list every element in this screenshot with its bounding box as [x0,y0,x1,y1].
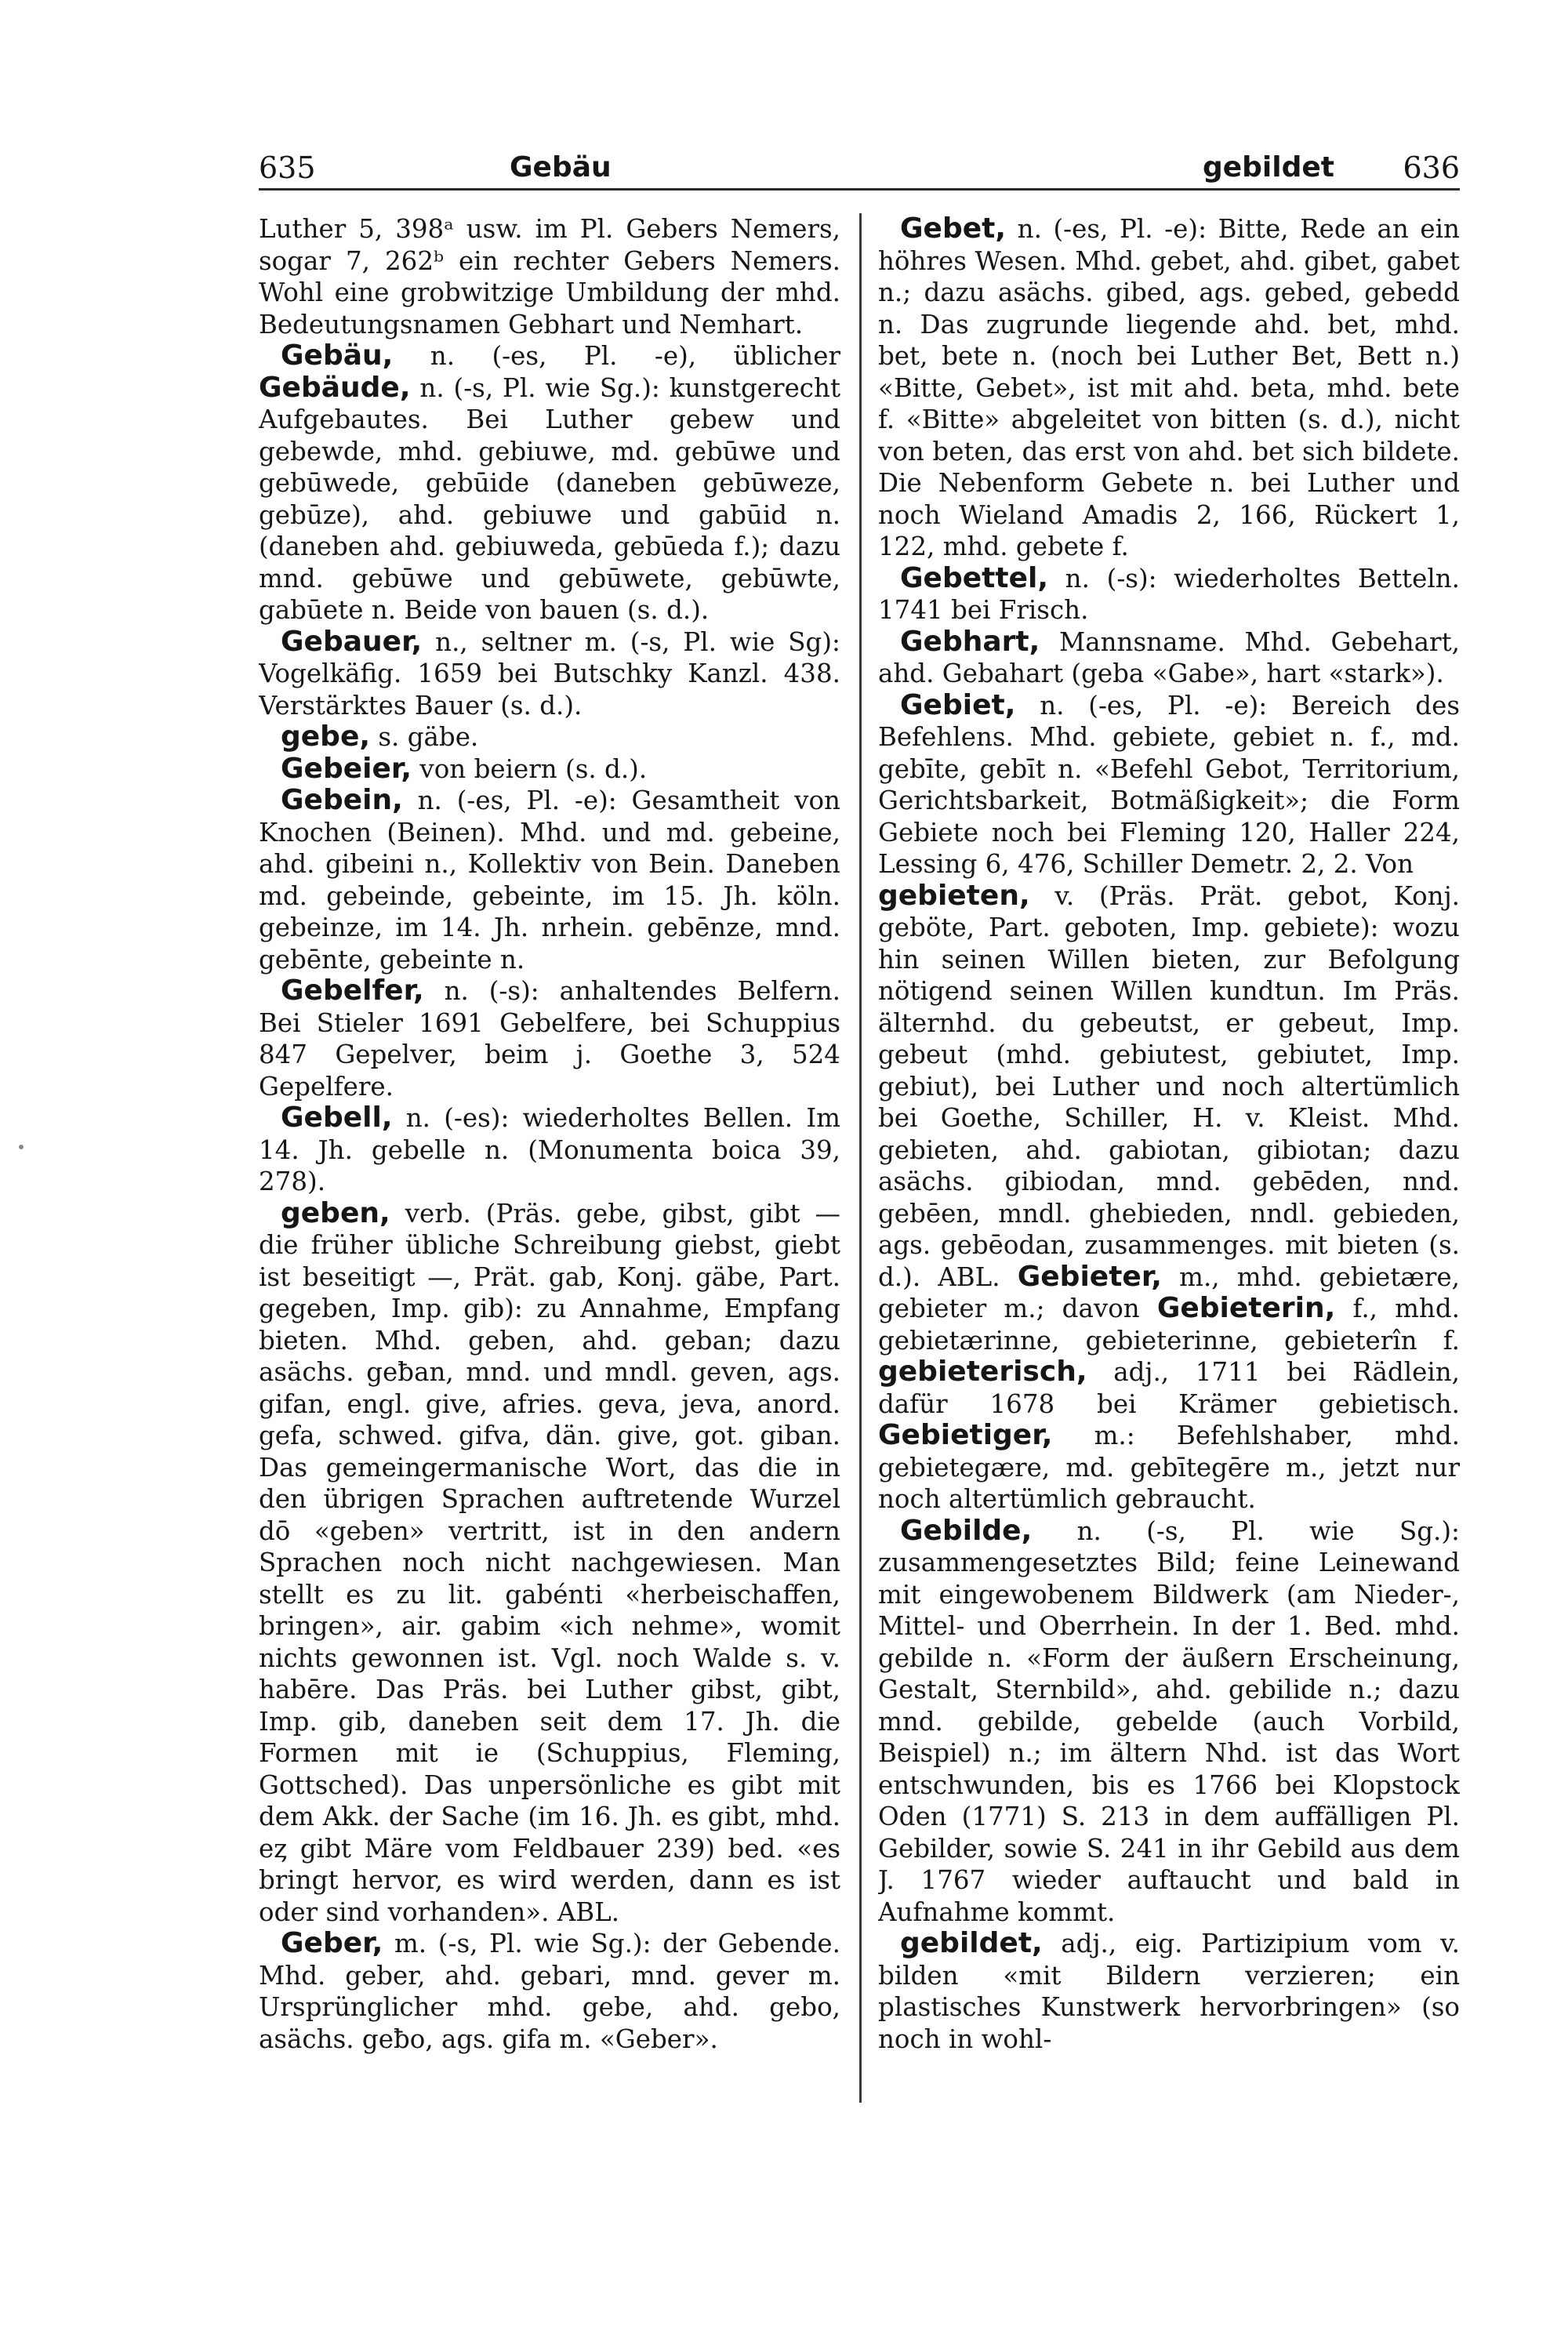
entry-text: m., mhd. gebietære, gebieter m.; davon [878,1261,1460,1323]
headword: Gebell, [281,1102,393,1134]
entry-text: verb. (Präs. gebe, gibst, gibt — die früher übliche Schreibung giebst, giebt ist beseitigt —, Prät. gab, Konj. gäbe, Part. gegeben, Imp. gib): zu Annahme, Empfang bieten. Mhd. geben, ahd. geban; dazu asächs. geƀan, mnd. und mndl. geven, ags. gifan, engl. give, afries. geva, jeva, anord. gefa, schwed. gifva, dän. give, got. giban. Das gemeingermanische Wort, das die in den übrigen Sprachen auftretende Wurzel dō «geben» vertritt, ist in den andern Sprachen noch nicht nachgewiesen. Man stellt es zu lit. gabénti «herbeischaffen, bringen», air. gabim «ich nehme», womit nichts gewonnen ist. Vgl. noch Walde s. v. habēre. Das Präs. bei Luther gibst, gibt, Imp. gib, daneben seit dem 17. Jh. die Formen mit ie (Schuppius, Fleming, Gottsched). Das unpersönliche es gibt mit dem Akk. der Sache (im 16. Jh. es gibt, mhd. eȥ gibt Märe vom Feldbauer 239) bed. «es bringt hervor, es wird werden, dann es ist oder sind vorhanden». ABL. [259,1198,840,1927]
entry-gebein [259,785,840,975]
entry-gebilde [878,1515,1460,1929]
headword: gebe, [281,720,371,753]
entry-gebaeu [259,340,840,626]
running-head-left: Gebäu [510,151,612,183]
entry-gebelfer [259,975,840,1102]
entry-text: n. (-s): wiederholtes Betteln. 1741 bei Frisch. [878,563,1460,625]
entry-text: n. (-es): wiederholtes Bellen. Im 14. Jh. gebelle n. (Monumenta boica 39, 278). [259,1103,840,1196]
headword: Gebieterin, [1156,1292,1336,1324]
column-divider [859,213,862,2103]
entry-gebettel [878,563,1460,626]
headword: Gebhart, [900,625,1040,658]
headword: gebieten, [878,879,1030,912]
page-number-right: 636 [1403,151,1460,185]
margin-mark [19,1145,24,1149]
entry-geben [259,1198,840,1929]
right-column [878,213,1460,2111]
running-head-right: gebildet [1202,151,1334,183]
entry-gebe [259,721,840,753]
headword: Gebietiger, [878,1419,1053,1451]
entry-text: n. (-es, Pl. -e), üblicher [393,341,840,371]
headword: gebieterisch, [878,1356,1087,1388]
entry-gebiet [878,690,1460,880]
entry-text: n., seltner m. (-s, Pl. wie Sg): Vogelkäfig. 1659 bei Butschky Kanzl. 438. Verstärktes Bauer (s. d.). [259,626,840,720]
entry-text: adj., eig. Partizipium vom v. bilden «mit Bildern verzieren; ein plastisches Kunstwerk hervorbringen» (so noch in wohl- [878,1929,1460,2054]
entry-text: n. (-s, Pl. wie Sg.): zusammengesetztes Bild; feine Leinewand mit eingewobenem Bildwerk (am Nieder-, Mittel- und Oberrhein. In der 1. Bed. mhd. gebilde n. «Form der äußern Erscheinung, Gestalt, Sternbild», ahd. gebilide n.; dazu mnd. gebilde, gebelde (auch Vorbild, Beispiel) n.; im ältern Nhd. ist das Wort entschwunden, bis es 1766 bei Klopstock Oden (1771) S. 213 in dem auffälligen Pl. Gebilder, sowie S. 241 in ihr Gebild aus dem J. 1767 wieder auftaucht und bald in Aufnahme kommt. [878,1515,1460,1927]
headword: gebildet, [900,1927,1043,1959]
entry-text: von beiern (s. d.). [412,753,648,784]
headword: Gebilde, [900,1514,1033,1547]
entry-gebeier [259,753,840,786]
entry-text: n. (-es, Pl. -e): Bereich des Befehlens. Mhd. gebiete, gebiet n. f., md. gebīte, gebīt n. «Befehl Gebot, Territorium, Gerichtsbarkeit, Botmäßigkeit»; die Form Gebiete noch bei Fleming 120, Haller 224, Lessing 6, 476, Schiller Demetr. 2, 2. Von [878,690,1460,879]
headword: Gebäu, [281,339,394,372]
headword: Gebauer, [281,625,423,658]
entry-text: f., mhd. gebietærinne, gebieterinne, gebieterîn f. [878,1294,1460,1356]
headword: Geber, [281,1927,383,1959]
entry-text: n. (-es, Pl. -e): Bitte, Rede an ein höhres Wesen. Mhd. gebet, ahd. gibet, gabet n.; dazu asächs. gibed, ags. gebed, gebedd n. Das zugrunde liegende ahd. bet, mhd. bet, bete n. (noch bei Luther Bet, Bett n.) «Bitte, Gebet», ist mit ahd. beta, mhd. bete f. «Bitte» abgeleitet von bitten (s. d.), nicht von beten, das erst von ahd. bet sich bildete. Die Nebenform Gebete n. bei Luther und noch Wieland Amadis 2, 166, Rückert 1, 122, mhd. gebete f. [878,214,1460,561]
entry-text: m. (-s, Pl. wie Sg.): der Gebende. Mhd. geber, ahd. gebari, mnd. gever m. Ursprünglicher mhd. gebe, ahd. gebo, asächs. geƀo, ags. gifa m. «Geber». [259,1929,840,2054]
headword: Gebäude, [259,371,411,404]
entry-geber [259,1928,840,2055]
entry-text: n. (-es, Pl. -e): Gesamtheit von Knochen (Beinen). Mhd. und md. gebeine, ahd. gibeini n., Kollektiv von Bein. Daneben md. gebeinde, gebeinte, im 15. Jh. köln. gebeinze, im 14. Jh. nrhein. gebēnze, mnd. gebēnte, gebeinte n. [259,786,840,975]
entry-text: n. (-s, Pl. wie Sg.): kunstgerecht Aufgebautes. Bei Luther gebew und gebewde, mhd. gebiuwe, md. gebūwe und gebūwede, gebūide (daneben gebūweze, gebūze), ahd. gebiuwe und gabūid n. (daneben ahd. gebiuweda, gebūeda f.); dazu mnd. gebūwe und gebūwete, gebūwte, gabūete n. Beide von bauen (s. d.). [259,372,840,625]
entry-text: Mannsname. Mhd. Gebehart, ahd. Gebahart (geba «Gabe», hart «stark»). [878,626,1460,688]
entry-text: adj., 1711 bei Rädlein, dafür 1678 bei Krämer gebietisch. [878,1357,1460,1419]
entry-gebildet [878,1928,1460,2055]
entry-gebhart [878,626,1460,690]
entry-text: s. gäbe. [370,722,479,752]
headword: Gebein, [281,784,403,816]
entry-gebauer [259,626,840,722]
headword: Gebiet, [900,688,1016,721]
left-column [259,213,840,2111]
entry-text: v. (Präs. Prät. gebot, Konj. geböte, Part. geboten, Imp. gebiete): wozu hin seinen Willen bieten, zur Befolgung nötigend seinen Willen kundtun. Im Präs. älternhd. du gebeutst, er gebeut, Imp. gebeut (mhd. gebiutest, gebiutet, Imp. gebiut), bei Luther und noch altertümlich bei Goethe, Schiller, H. v. Kleist. Mhd. gebieten, ahd. gabiotan, gibiotan; dazu asächs. gibiodan, mnd. gebēden, nnd. gebēen, mndl. ghebieden, nndl. gebieden, ags. gebēodan, zusammenges. mit bieten (s. d.). ABL. [878,880,1460,1292]
headword: geben, [281,1196,390,1229]
entry-text: m.: Befehlshaber, mhd. gebietegære, md. gebītegēre m., jetzt nur noch altertümlich gebraucht. [878,1421,1460,1514]
headword: Gebettel, [900,561,1048,594]
entry-gebell [259,1102,840,1198]
headword: Gebieter, [1017,1260,1162,1293]
entry-gebieten [878,880,1460,1515]
entry-continuation: Luther 5, 398ᵃ usw. im Pl. Gebers Nemers, sogar 7, 262ᵇ ein rechter Gebers Nemers. Wohl eine grobwitzige Umbildung der mhd. Bedeutungsnamen Gebhart und Nemhart. [259,214,840,339]
page-number-left: 635 [259,151,316,185]
entry-text: n. (-s): anhaltendes Belfern. Bei Stieler 1691 Gebelfere, bei Schuppius 847 Gepelver, beim j. Goethe 3, 524 Gepelfere. [259,976,840,1102]
entry-gebet [878,213,1460,563]
page-header [259,151,1460,191]
headword: Gebet, [900,213,1007,245]
headword: Gebeier, [281,752,412,785]
headword: Gebelfer, [281,975,424,1007]
